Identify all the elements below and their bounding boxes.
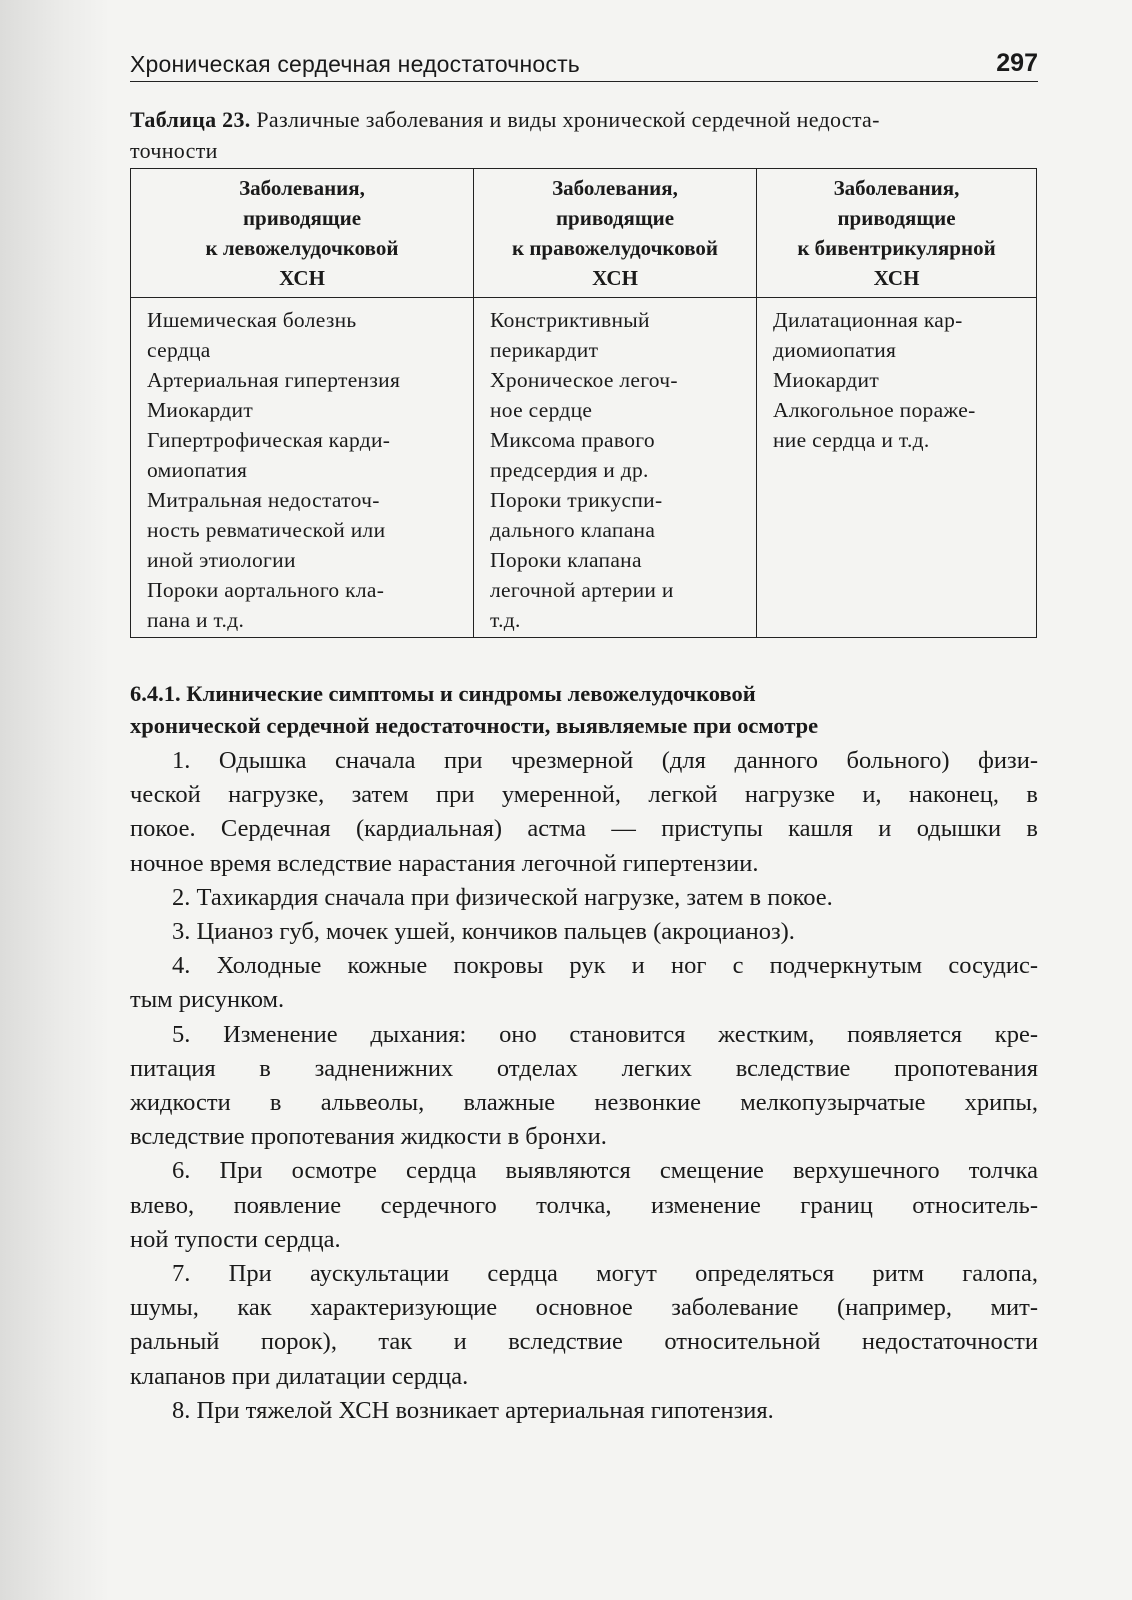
header-line: к бивентрикулярной [797, 236, 996, 260]
cell-line: т.д. [490, 608, 521, 632]
table-header-row [131, 169, 1037, 298]
cell-line: перикардит [490, 338, 599, 362]
table-caption-text: Различные заболевания и виды хронической сердечной недоста- [256, 107, 880, 132]
paragraph-line: 1. Одышка сначала при чрезмерной (для данного больного) физи- [172, 747, 1038, 774]
header-line: Заболевания, [552, 176, 678, 200]
cell-line: Миокардит [147, 398, 254, 422]
paragraph [130, 915, 1038, 949]
table-caption-line-2: точности [130, 138, 218, 163]
paragraph [130, 1018, 1038, 1155]
column-header-right-ventricular [474, 169, 757, 298]
paragraph [130, 949, 1038, 1017]
paragraph-line: ральный порок), так и вследствие относительной недостаточности [130, 1328, 1038, 1356]
column-header-left-ventricular [131, 169, 474, 298]
cell-line: ное сердце [490, 398, 593, 422]
cell-line: Миксома правого [490, 428, 655, 452]
cell-line: диомиопатия [773, 338, 897, 362]
page-gutter-shade [0, 0, 110, 1600]
paragraph-line: ной тупости сердца. [130, 1225, 341, 1253]
paragraph [130, 1154, 1038, 1257]
table-caption-label: Таблица 23. [130, 107, 251, 132]
running-title: Хроническая сердечная недостаточность [130, 51, 580, 77]
paragraph-line: клапанов при дилатации сердца. [130, 1362, 469, 1390]
cell-line: сердца [147, 338, 211, 362]
cell-line: предсердия и др. [490, 458, 649, 482]
cell-right-ventricular-diseases [474, 298, 757, 638]
cell-line: легочной артерии и [490, 578, 674, 602]
cell-line: иной этиологии [147, 548, 296, 572]
section-heading-line: хронической сердечной недостаточности, выявляемые при осмотре [130, 713, 819, 738]
paragraph [130, 1257, 1038, 1394]
header-line: к правожелудочковой [511, 236, 719, 260]
cell-line: Гипертрофическая карди- [147, 428, 391, 452]
cell-line: Митральная недостаточ- [147, 488, 380, 512]
paragraph-line: жидкости в альвеолы, влажные незвонкие мелкопузырчатые хрипы, [130, 1089, 1038, 1117]
paragraph [130, 744, 1038, 881]
paragraph-line: 7. При аускультации сердца могут определяться ритм галопа, [172, 1260, 1038, 1288]
paragraph-line: ческой нагрузке, затем при умеренной, легкой нагрузке и, наконец, в [130, 781, 1038, 809]
paragraph-line: 5. Изменение дыхания: оно становится жестким, появляется кре- [172, 1020, 1038, 1048]
header-line: ХСН [592, 266, 638, 290]
table-row [131, 298, 1037, 638]
symptom-list [130, 744, 1038, 1428]
header-line: приводящие [837, 206, 956, 230]
paragraph-line: 2. Тахикардия сначала при физической нагрузке, затем в покое. [172, 883, 833, 911]
paragraph-line: 6. При осмотре сердца выявляются смещение верхушечного толчка [172, 1157, 1038, 1185]
diseases-table [130, 168, 1037, 638]
header-line: приводящие [242, 206, 362, 230]
table-caption [130, 104, 1038, 166]
cell-line: Алкогольное пораже- [773, 398, 976, 422]
header-line: приводящие [555, 206, 675, 230]
paragraph-line: ночное время вследствие нарастания легочной гипертензии. [130, 849, 759, 877]
paragraph [130, 1394, 1038, 1428]
column-header-biventricular [757, 169, 1037, 298]
paragraph [130, 881, 1038, 915]
header-line: ХСН [279, 266, 325, 290]
paragraph-line: покое. Сердечная (кардиальная) астма — приступы кашля и одышки в [130, 815, 1038, 843]
header-line: Заболевания, [239, 176, 365, 200]
cell-line: омиопатия [147, 458, 248, 482]
paragraph-line: питация в задненижних отделах легких вследствие пропотевания [130, 1054, 1038, 1082]
cell-line: Дилатационная кар- [773, 308, 963, 332]
section-heading [130, 678, 1038, 742]
cell-line: Пороки трикуспи- [490, 488, 663, 512]
cell-line: Миокардит [773, 368, 880, 392]
section-heading-line: 6.4.1. Клинические симптомы и синдромы левожелудочковой [130, 681, 756, 706]
paragraph-line: шумы, как характеризующие основное заболевание (например, мит- [130, 1294, 1038, 1322]
header-line: к левожелудочковой [205, 236, 399, 260]
cell-line: дального клапана [490, 518, 656, 542]
header-line: ХСН [873, 266, 920, 290]
cell-line: Констриктивный [490, 308, 650, 332]
cell-line: Артериальная гипертензия [147, 368, 401, 392]
running-header [130, 44, 1038, 82]
table-caption-line-1 [130, 104, 1038, 135]
cell-biventricular-diseases [757, 298, 1037, 638]
page-content [130, 44, 1038, 1428]
page-number: 297 [996, 49, 1038, 77]
paragraph-line: влево, появление сердечного толчка, изменение границ относитель- [130, 1191, 1038, 1219]
cell-line: пана и т.д. [147, 608, 245, 632]
cell-line: ность ревматической или [147, 518, 386, 542]
paragraph-line: тым рисунком. [130, 986, 285, 1014]
paragraph-line: 8. При тяжелой ХСН возникает артериальная гипотензия. [172, 1396, 774, 1424]
header-line: Заболевания, [833, 176, 960, 200]
paragraph-line: вследствие пропотевания жидкости в бронхи. [130, 1123, 607, 1151]
cell-line: Пороки клапана [490, 548, 642, 572]
paragraph-line: 3. Цианоз губ, мочек ушей, кончиков пальцев (акроцианоз). [172, 918, 795, 946]
cell-line: Хроническое легоч- [490, 368, 678, 392]
cell-line: Ишемическая болезнь [147, 308, 357, 332]
cell-line: Пороки аортального кла- [147, 578, 385, 602]
paragraph-line: 4. Холодные кожные покровы рук и ног с подчеркнутым сосудис- [172, 952, 1038, 980]
cell-line: ние сердца и т.д. [773, 428, 930, 452]
cell-left-ventricular-diseases [131, 298, 474, 638]
